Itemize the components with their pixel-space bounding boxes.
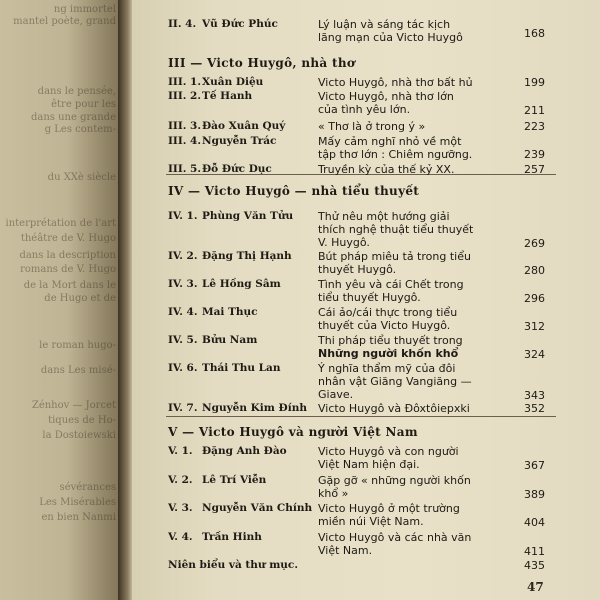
entry-number: IV. 5. [168, 334, 198, 346]
entry-page: 257 [524, 163, 545, 176]
entry-title-line: Tình yêu và cái Chết trong [318, 278, 464, 291]
left-page [0, 0, 122, 600]
entry-title [318, 474, 508, 500]
left-page-text-fragment: de la Mort dans le [23, 280, 116, 291]
entry-page: 435 [524, 559, 545, 572]
entry-author: Đặng Thị Hạnh [202, 250, 292, 262]
entry-author: Lê Trí Viễn [202, 474, 267, 486]
entry-title-line: Những người khốn khổ [318, 347, 459, 360]
entry-title-line: Truyền kỳ của thế kỷ XX. [318, 163, 455, 176]
entry-author: Thái Thu Lan [202, 362, 281, 374]
entry-number: III. 3. [168, 120, 202, 132]
entry-number: III. 1. [168, 76, 202, 88]
entry-title [318, 362, 508, 401]
entry-author: Mai Thục [202, 306, 258, 318]
entry-title [318, 445, 508, 471]
entry-title [318, 163, 508, 176]
entry-title [318, 502, 508, 528]
entry-author: Nguyễn Kim Đính [202, 402, 307, 414]
entry-title-line: lãng mạn của Victo Huygô [318, 31, 463, 44]
entry-title [318, 76, 508, 89]
entry-number: IV. 6. [168, 362, 198, 374]
entry-author: Đào Xuân Quý [202, 120, 286, 132]
left-page-text-fragment: dans le pensée, [37, 86, 116, 97]
left-page-text-fragment: en bien Nanmi [41, 512, 116, 523]
entry-author: Nguyễn Trác [202, 135, 277, 147]
entry-title [318, 306, 508, 332]
entry-title-line: miền núi Việt Nam. [318, 515, 424, 528]
entry-title-line: Giave. [318, 388, 354, 401]
entry-author: Tế Hanh [202, 90, 253, 102]
section-heading-v: V — Victo Huygô và người Việt Nam [168, 425, 418, 439]
section-heading-iii: III — Victo Huygô, nhà thơ [168, 56, 356, 70]
entry-title-line: Việt Nam. [318, 544, 373, 557]
entry-author: Xuân Diệu [202, 76, 264, 88]
entry-title-line: thuyết Huygô. [318, 263, 397, 276]
left-page-text-fragment: Les Misérables [39, 497, 116, 508]
left-page-text-fragment: Zénhov — Jorcet [31, 400, 116, 411]
entry-title-line: Victo Huygô, nhà thơ lớn [318, 90, 454, 103]
entry-title-line: của tình yêu lớn. [318, 103, 411, 116]
entry-title-line: tiểu thuyết Huygô. [318, 291, 421, 304]
entry-number: V. 1. [168, 445, 193, 457]
left-page-text-fragment: mantel poète, grand [13, 16, 116, 27]
left-page-text-fragment: romans de V. Hugo [20, 264, 116, 275]
entry-title-line: Victo Huygô và các nhà văn [318, 531, 472, 544]
entry-page: 280 [524, 264, 545, 277]
entry-number: IV. 2. [168, 250, 198, 262]
left-page-text-fragment: ng immortel [53, 4, 116, 15]
entry-number: IV. 7. [168, 402, 198, 414]
entry-page: 404 [524, 516, 545, 529]
entry-author: Bửu Nam [202, 334, 258, 346]
entry-title-line: khổ » [318, 487, 349, 500]
entry-number: V. 3. [168, 502, 193, 514]
entry-title-line: Gặp gỡ « những người khốn [318, 474, 471, 487]
entry-author: Phùng Văn Tửu [202, 210, 294, 222]
entry-title [318, 250, 508, 276]
entry-title [318, 90, 508, 116]
entry-page: 367 [524, 459, 545, 472]
entry-title-line: « Thơ là ở trong ý » [318, 120, 426, 133]
entry-number: IV. 1. [168, 210, 198, 222]
left-page-text-fragment: sévérances [59, 482, 116, 493]
entry-number: IV. 4. [168, 306, 198, 318]
entry-title-line: Cái ảo/cái thực trong tiểu [318, 306, 458, 319]
entry-title-line: Victo Huygô ở một trường [318, 502, 460, 515]
entry-author: Trần Hinh [202, 531, 262, 543]
entry-number: V. 4. [168, 531, 193, 543]
left-page-text-fragment: le roman hugo- [39, 340, 116, 351]
left-page-text-fragment: g Les contem- [44, 124, 116, 135]
entry-page: 352 [524, 402, 545, 415]
section-divider [166, 416, 556, 417]
entry-number: II. 4. [168, 18, 197, 30]
entry-title [318, 135, 508, 161]
page-number: 47 [527, 580, 544, 594]
left-page-text-fragment: dans Les misé- [40, 365, 116, 376]
entry-page: 312 [524, 320, 545, 333]
entry-page: 211 [524, 104, 545, 117]
entry-page: 269 [524, 237, 545, 250]
entry-page: 343 [524, 389, 545, 402]
left-page-text-fragment: de Hugo et de [44, 293, 116, 304]
entry-title-line: Việt Nam hiện đại. [318, 458, 420, 471]
entry-title [318, 18, 508, 44]
entry-page: 389 [524, 488, 545, 501]
entry-number: III. 5. [168, 163, 202, 175]
entry-author: Đỗ Đức Dục [202, 163, 272, 175]
entry-author: Niên biểu và thư mục. [168, 559, 298, 571]
entry-title-line: Bút pháp miêu tả trong tiểu [318, 250, 471, 263]
entry-page: 223 [524, 120, 545, 133]
entry-number: III. 4. [168, 135, 202, 147]
entry-page: 324 [524, 348, 545, 361]
left-page-text-fragment: théâtre de V. Hugo [20, 233, 116, 244]
entry-title [318, 120, 508, 133]
entry-author: Đặng Anh Đào [202, 445, 287, 457]
entry-title-line: Thi pháp tiểu thuyết trong [318, 334, 463, 347]
entry-title-line: thích nghệ thuật tiểu thuyết [318, 223, 474, 236]
entry-title-line: Victo Huygô và con người [318, 445, 459, 458]
left-page-text-fragment: être pour les [51, 99, 116, 110]
left-page-text-fragment: tiques de Ho- [48, 415, 116, 426]
entry-page: 199 [524, 76, 545, 89]
entry-page: 411 [524, 545, 545, 558]
left-page-text-fragment: dans la description [19, 250, 116, 261]
right-page [132, 0, 600, 600]
entry-title [318, 402, 508, 415]
entry-title-line: nhân vật Giăng Vangiăng — [318, 375, 472, 388]
left-page-text-fragment: la Dostoiewski [42, 430, 116, 441]
entry-title-line: thuyết của Victo Huygô. [318, 319, 451, 332]
entry-title-line: Victo Huygô và Đôxtôiepxki [318, 402, 470, 415]
entry-title-line: Mấy cảm nghĩ nhỏ về một [318, 135, 462, 148]
entry-title [318, 531, 508, 557]
entry-author: Nguyễn Văn Chính [202, 502, 313, 514]
entry-title-line: Thử nêu một hướng giải [318, 210, 450, 223]
left-page-text-fragment: dans une grande [31, 112, 116, 123]
entry-author: Lê Hồng Sâm [202, 278, 281, 290]
entry-title-line: Victo Huygô, nhà thơ bất hủ [318, 76, 473, 89]
entry-page: 239 [524, 148, 545, 161]
entry-page: 296 [524, 292, 545, 305]
entry-number: IV. 3. [168, 278, 198, 290]
entry-author: Vũ Đức Phúc [202, 18, 278, 30]
entry-page: 168 [524, 27, 545, 40]
entry-number: V. 2. [168, 474, 193, 486]
entry-title-line: Ý nghĩa thẩm mỹ của đôi [318, 362, 456, 375]
entry-title-line: Lý luận và sáng tác kịch [318, 18, 451, 31]
entry-title [318, 334, 508, 360]
entry-title [318, 278, 508, 304]
entry-title [318, 210, 508, 249]
left-page-text-fragment: interprétation de l'art [5, 218, 116, 229]
entry-number: III. 2. [168, 90, 202, 102]
section-heading-iv: IV — Victo Huygô — nhà tiểu thuyết [168, 184, 420, 198]
left-page-text-fragment: du XXè siècle [47, 172, 116, 183]
entry-title-line: V. Huygô. [318, 236, 370, 249]
entry-title-line: tập thơ lớn : Chiêm ngưỡng. [318, 148, 473, 161]
